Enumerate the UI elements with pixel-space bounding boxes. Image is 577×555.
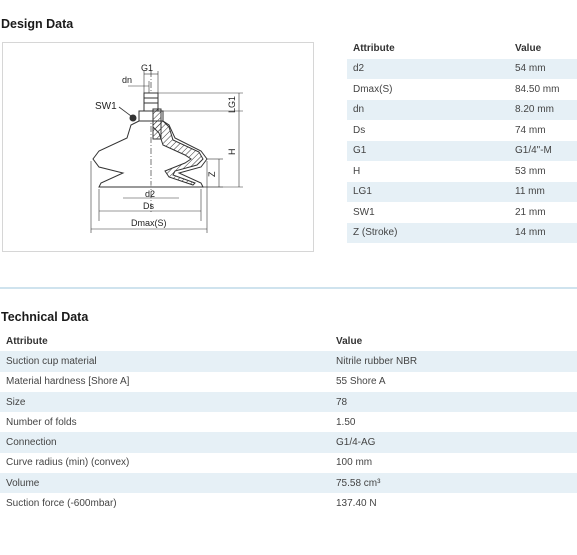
row-value: 11 mm bbox=[515, 186, 545, 198]
row-attribute: Suction cup material bbox=[6, 355, 97, 367]
row-value: 53 mm bbox=[515, 165, 546, 177]
row-attribute: Curve radius (min) (convex) bbox=[6, 457, 130, 469]
table-row bbox=[347, 202, 577, 223]
table-row bbox=[0, 351, 577, 371]
header-value: Value bbox=[336, 335, 363, 347]
row-value: 100 mm bbox=[336, 457, 373, 469]
row-attribute: H bbox=[353, 165, 361, 177]
row-value: G1/4-AG bbox=[336, 437, 376, 449]
row-attribute: Number of folds bbox=[6, 416, 77, 428]
label-sw1: SW1 bbox=[95, 101, 117, 112]
label-d2: d2 bbox=[145, 189, 156, 199]
row-attribute: Connection bbox=[6, 437, 57, 449]
table-row bbox=[347, 100, 577, 121]
row-attribute: Volume bbox=[6, 477, 40, 489]
design-data-table bbox=[347, 38, 577, 243]
technical-data-table bbox=[0, 331, 577, 514]
table-header-row bbox=[347, 38, 577, 59]
row-value: 21 mm bbox=[515, 206, 546, 218]
table-row bbox=[0, 392, 577, 412]
label-lg1: LG1 bbox=[227, 95, 237, 113]
row-value: 1.50 bbox=[336, 416, 356, 428]
design-data-title: Design Data bbox=[1, 17, 74, 31]
header-attribute: Attribute bbox=[6, 335, 48, 347]
row-value: 74 mm bbox=[515, 124, 546, 136]
table-row bbox=[347, 141, 577, 162]
section-divider bbox=[0, 287, 577, 289]
table-row bbox=[0, 473, 577, 493]
header-attribute: Attribute bbox=[353, 42, 395, 54]
row-value: G1/4"-M bbox=[515, 145, 552, 157]
row-value: 54 mm bbox=[515, 63, 546, 75]
table-row bbox=[0, 432, 577, 452]
label-dn: dn bbox=[122, 75, 133, 85]
label-g1: G1 bbox=[141, 63, 154, 73]
row-attribute: Size bbox=[6, 396, 26, 408]
table-row bbox=[0, 412, 577, 432]
table-row bbox=[347, 59, 577, 80]
label-ds: Ds bbox=[143, 201, 154, 211]
row-attribute: Dmax(S) bbox=[353, 83, 393, 95]
row-attribute: Suction force (-600mbar) bbox=[6, 498, 117, 510]
row-attribute: SW1 bbox=[353, 206, 375, 218]
row-attribute: Material hardness [Shore A] bbox=[6, 376, 130, 388]
row-value: 84.50 mm bbox=[515, 83, 560, 95]
table-row bbox=[347, 120, 577, 141]
label-z: Z bbox=[207, 171, 217, 177]
row-value: 137.40 N bbox=[336, 498, 377, 510]
row-attribute: d2 bbox=[353, 63, 365, 75]
label-h: H bbox=[227, 148, 237, 155]
row-value: Nitrile rubber NBR bbox=[336, 355, 418, 367]
row-value: 78 bbox=[336, 396, 348, 408]
label-dmax: Dmax(S) bbox=[131, 218, 167, 228]
suction-cup-drawing bbox=[3, 43, 315, 253]
row-attribute: Ds bbox=[353, 124, 366, 136]
table-row bbox=[347, 79, 577, 100]
header-value: Value bbox=[515, 42, 542, 54]
technical-drawing bbox=[2, 42, 314, 252]
table-row bbox=[0, 493, 577, 513]
table-row bbox=[347, 161, 577, 182]
row-attribute: Z (Stroke) bbox=[353, 227, 398, 239]
row-attribute: LG1 bbox=[353, 186, 372, 198]
table-row bbox=[347, 182, 577, 203]
technical-data-title: Technical Data bbox=[1, 310, 89, 324]
table-row bbox=[0, 372, 577, 392]
row-attribute: G1 bbox=[353, 145, 367, 157]
row-value: 75.58 cm³ bbox=[336, 477, 381, 489]
row-value: 8.20 mm bbox=[515, 104, 554, 116]
row-attribute: dn bbox=[353, 104, 365, 116]
row-value: 55 Shore A bbox=[336, 376, 386, 388]
row-value: 14 mm bbox=[515, 227, 546, 239]
table-row bbox=[347, 223, 577, 244]
table-row bbox=[0, 453, 577, 473]
table-header-row bbox=[0, 331, 577, 351]
